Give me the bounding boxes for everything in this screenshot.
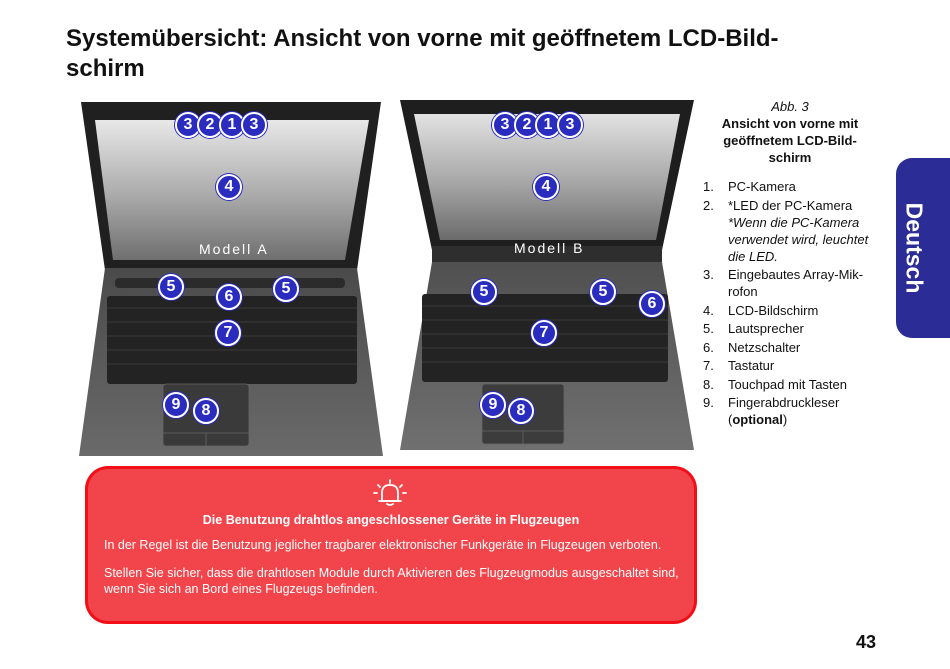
marker-8: 8 (193, 398, 219, 424)
legend-item (703, 302, 881, 319)
marker-6: 6 (639, 291, 665, 317)
figure-number: Abb. 3 (771, 99, 809, 114)
legend-item (703, 266, 881, 300)
marker-7: 7 (531, 320, 557, 346)
legend-number: 3. (703, 267, 714, 282)
legend-note: *Wenn die PC-Kamera verwendet wird, leuchtet die LED. (728, 214, 869, 264)
marker-6: 6 (216, 284, 242, 310)
legend-item (703, 339, 881, 356)
page-title: Systemübersicht: Ansicht von vorne mit geöffnetem LCD-Bild-schirm (66, 25, 779, 82)
legend-number: 5. (703, 321, 714, 336)
warning-box (88, 469, 694, 621)
legend-item (703, 197, 881, 265)
legend-number: 8. (703, 376, 714, 392)
marker-3: 3 (175, 112, 201, 138)
marker-1: 1 (219, 112, 245, 138)
legend-text: Fingerabdruckleser (728, 395, 840, 410)
laptop-figure-model-a (77, 100, 385, 463)
language-tab (896, 158, 950, 338)
laptop-image-model-a (77, 100, 385, 458)
marker-3: 3 (557, 112, 583, 138)
marker-5: 5 (590, 279, 616, 305)
legend-number: 6. (703, 339, 714, 355)
legend-item (703, 376, 881, 393)
legend-text: Lautsprecher (728, 321, 804, 336)
figure-caption (704, 98, 876, 166)
legend-text: Eingebautes Array-Mik-rofon (728, 267, 864, 299)
legend-number: 7. (703, 358, 714, 373)
marker-5: 5 (471, 279, 497, 305)
marker-7: 7 (215, 320, 241, 346)
legend-text: Tastatur (728, 358, 775, 373)
legend-number: 1. (703, 179, 714, 194)
legend-number: 9. (703, 395, 714, 410)
marker-2: 2 (514, 112, 540, 138)
legend-text: LCD-Bildschirm (728, 302, 819, 318)
legend-text: Touchpad mit Tasten (728, 376, 847, 392)
warning-paragraph-2: Stellen Sie sicher, dass die drahtlosen Module durch Aktivieren des Flugzeugmodus ausgeschaltet sind, wenn Sie sich an Bord eines Flugzeugs befinden. (104, 566, 679, 596)
figure-title: Ansicht von vorne mit geöffnetem LCD-Bild-schirm (721, 116, 859, 165)
marker-8: 8 (508, 398, 534, 424)
marker-3: 3 (241, 112, 267, 138)
legend-paren-open: ( (728, 412, 733, 427)
warning-title: Die Benutzung drahtlos angeschlossener Geräte in Flugzeugen (202, 513, 580, 527)
marker-9: 9 (480, 392, 506, 418)
model-a-label: Modell A (199, 241, 269, 257)
legend-text: PC-Kamera (728, 179, 796, 194)
legend-number: 2. (703, 197, 714, 213)
marker-5: 5 (273, 276, 299, 302)
legend-item (703, 178, 881, 195)
marker-3: 3 (492, 112, 518, 138)
marker-1: 1 (535, 112, 561, 138)
page-number: 43 (856, 632, 877, 652)
language-tab-label: Deutsch (901, 202, 928, 294)
legend-number: 4. (703, 302, 714, 318)
legend-optional: optional (732, 412, 783, 427)
marker-2: 2 (197, 112, 223, 138)
airplane-warning-icon (372, 479, 408, 507)
legend-paren-close: ) (782, 412, 788, 427)
laptop-image-model-b (398, 100, 696, 452)
component-legend (703, 178, 881, 430)
legend-item (703, 394, 881, 428)
legend-text: *LED der PC-Kamera (728, 197, 853, 213)
marker-4: 4 (216, 174, 242, 200)
legend-text: Netzschalter (728, 339, 801, 355)
warning-paragraph-1: In der Regel ist die Benutzung jeglicher tragbarer elektronischer Funkgeräte in Flugzeugen verboten. (104, 538, 662, 552)
laptop-figure-model-b (398, 100, 696, 457)
model-b-label: Modell B (514, 240, 585, 256)
marker-5: 5 (158, 274, 184, 300)
legend-item (703, 357, 881, 374)
legend-item (703, 320, 881, 337)
marker-9: 9 (163, 392, 189, 418)
marker-4: 4 (533, 174, 559, 200)
